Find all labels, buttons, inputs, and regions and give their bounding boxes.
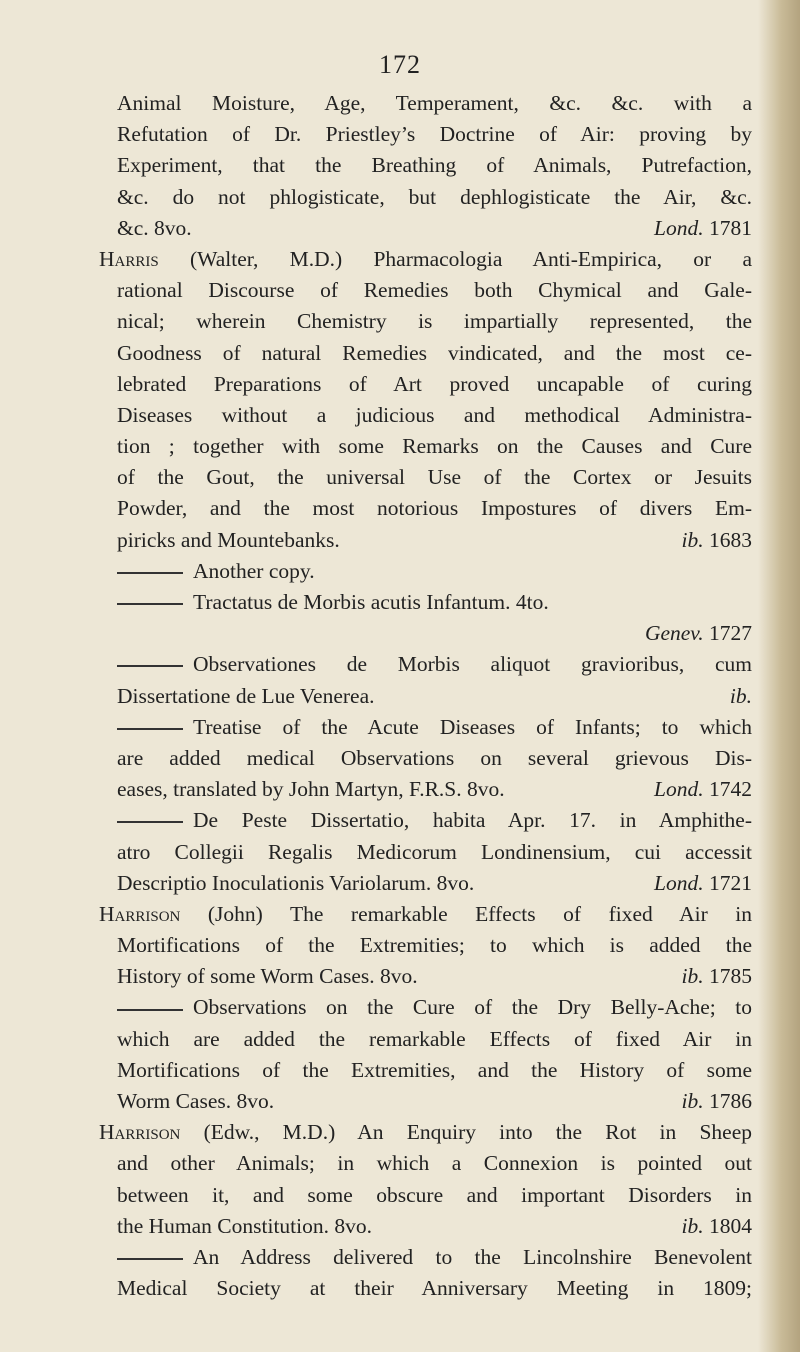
- imprint: Lond. 1781: [654, 215, 752, 240]
- ditto-dash: [117, 821, 183, 823]
- page-number: 172: [379, 50, 421, 79]
- text-line: [99, 743, 752, 774]
- text-line: [99, 1024, 752, 1055]
- imprint: ib. 1804: [681, 1213, 752, 1238]
- text-line: [99, 400, 752, 431]
- text-line: [99, 618, 752, 649]
- text-line: [99, 805, 752, 836]
- ditto-dash: [117, 728, 183, 730]
- text-line: [99, 1273, 752, 1304]
- text-line: [99, 1055, 752, 1086]
- entry-text: and other Animals; in which a Connexion is pointed out: [117, 1151, 752, 1176]
- entry-text: Mortifications of the Extremities; to which is added the: [117, 933, 752, 958]
- text-line: [99, 992, 752, 1023]
- entry-text: Observationes de Morbis aliquot gravioribus, cum: [193, 652, 752, 677]
- entry-text: piricks and Mountebanks.: [117, 527, 340, 552]
- text-line: [99, 681, 752, 712]
- entry-text: eases, translated by John Martyn, F.R.S. 8vo.: [117, 777, 505, 802]
- author-surname: Harrison: [99, 1120, 181, 1145]
- text-line: [99, 1211, 752, 1242]
- entry-text: History of some Worm Cases. 8vo.: [117, 964, 418, 989]
- text-line: [99, 649, 752, 680]
- entry-text: Refutation of Dr. Priestley’s Doctrine of Air: proving by: [117, 122, 752, 147]
- ditto-dash: [117, 572, 183, 574]
- entry-text: Powder, and the most notorious Impostures of divers Em-: [117, 496, 752, 521]
- entry-text: Descriptio Inoculationis Variolarum. 8vo.: [117, 870, 475, 895]
- author-surname: Harrison: [99, 901, 181, 926]
- imprint: Genev. 1727: [644, 621, 752, 646]
- entry-text: atro Collegii Regalis Medicorum Londinensium, cui accessit: [117, 839, 752, 864]
- text-line: [99, 150, 752, 181]
- text-line: [99, 88, 752, 119]
- text-line: [99, 899, 752, 930]
- entry-text: (Edw., M.D.) An Enquiry into the Rot in Sheep: [180, 1120, 752, 1145]
- entry-text: Dissertatione de Lue Venerea.: [117, 683, 375, 708]
- text-line: [99, 837, 752, 868]
- ditto-dash: [117, 603, 183, 605]
- text-line: [99, 587, 752, 618]
- text-line: [99, 338, 752, 369]
- entry-text: rational Discourse of Remedies both Chymical and Gale-: [117, 278, 752, 303]
- text-line: [99, 462, 752, 493]
- entry-text: lebrated Preparations of Art proved uncapable of curing: [117, 371, 752, 396]
- entry-text: Mortifications of the Extremities, and the History of some: [117, 1057, 752, 1082]
- entry-text: De Peste Dissertatio, habita Apr. 17. in Amphithe-: [193, 808, 752, 833]
- entry-text: which are added the remarkable Effects of fixed Air in: [117, 1026, 752, 1051]
- text-line: [99, 556, 752, 587]
- imprint: Lond. 1742: [654, 777, 752, 802]
- text-line: [99, 930, 752, 961]
- catalogue-text: [99, 88, 752, 1304]
- entry-text: Diseases without a judicious and methodical Administra-: [117, 402, 752, 427]
- ditto-dash: [117, 1009, 183, 1011]
- text-line: [99, 1086, 752, 1117]
- imprint: ib. 1683: [681, 527, 752, 552]
- text-line: [99, 369, 752, 400]
- page-edge-shadow: [758, 0, 800, 1352]
- text-line: [99, 493, 752, 524]
- text-line: [99, 1242, 752, 1273]
- text-line: [99, 774, 752, 805]
- text-line: [99, 1148, 752, 1179]
- entry-text: tion ; together with some Remarks on the Causes and Cure: [117, 434, 752, 459]
- entry-text: An Address delivered to the Lincolnshire Benevolent: [193, 1244, 752, 1269]
- text-line: [99, 213, 752, 244]
- text-line: [99, 431, 752, 462]
- entry-text: Animal Moisture, Age, Temperament, &c. &c. with a: [117, 91, 752, 115]
- imprint: Lond. 1721: [654, 870, 752, 895]
- text-line: [99, 961, 752, 992]
- text-line: [99, 1117, 752, 1148]
- entry-text: Observations on the Cure of the Dry Belly-Ache; to: [193, 995, 752, 1020]
- entry-text: Medical Society at their Anniversary Meeting in 1809;: [117, 1276, 752, 1301]
- imprint: ib.: [729, 683, 752, 708]
- text-line: [99, 119, 752, 150]
- text-line: [99, 182, 752, 213]
- entry-text: Goodness of natural Remedies vindicated, and the most ce-: [117, 340, 752, 365]
- entry-text: Experiment, that the Breathing of Animals, Putrefaction,: [117, 153, 752, 178]
- text-line: [99, 1180, 752, 1211]
- text-line: [99, 275, 752, 306]
- entry-text: &c. do not phlogisticate, but dephlogisticate the Air, &c.: [117, 184, 752, 209]
- entry-text: the Human Constitution. 8vo.: [117, 1213, 373, 1238]
- entry-text: &c. 8vo.: [117, 215, 192, 240]
- entry-text: (John) The remarkable Effects of fixed Air in: [180, 901, 752, 926]
- entry-text: nical; wherein Chemistry is impartially represented, the: [117, 309, 752, 334]
- entry-text: (Walter, M.D.) Pharmacologia Anti-Empirica, or a: [158, 246, 752, 271]
- entry-text: are added medical Observations on several grievous Dis-: [117, 745, 752, 770]
- imprint: ib. 1785: [681, 964, 752, 989]
- ditto-dash: [117, 1258, 183, 1260]
- entry-text: Another copy.: [193, 558, 315, 583]
- entry-text: Tractatus de Morbis acutis Infantum. 4to.: [193, 590, 549, 614]
- text-line: [99, 525, 752, 556]
- imprint: ib. 1786: [681, 1089, 752, 1113]
- entry-text: between it, and some obscure and important Disorders in: [117, 1182, 752, 1207]
- entry-text: of the Gout, the universal Use of the Cortex or Jesuits: [117, 465, 752, 490]
- text-line: [99, 244, 752, 275]
- text-line: [99, 306, 752, 337]
- text-line: [99, 868, 752, 899]
- entry-text: Treatise of the Acute Diseases of Infants; to which: [193, 714, 752, 739]
- ditto-dash: [117, 665, 183, 667]
- entry-text: Worm Cases. 8vo.: [117, 1089, 275, 1113]
- author-surname: Harris: [99, 246, 159, 271]
- text-line: [99, 712, 752, 743]
